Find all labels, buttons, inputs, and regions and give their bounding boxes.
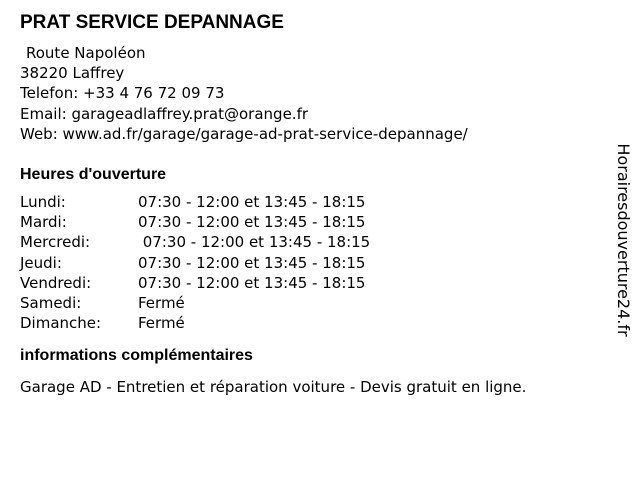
watermark-text: Horairesdouverture24.fr bbox=[614, 143, 633, 337]
day-label: Lundi: bbox=[20, 193, 66, 212]
hours-row-lundi bbox=[20, 192, 616, 212]
time-value: 07:30 - 12:00 et 13:45 - 18:15 bbox=[138, 273, 366, 292]
time-value: Fermé bbox=[138, 314, 185, 333]
hours-table bbox=[20, 192, 616, 333]
hours-row-jeudi bbox=[20, 253, 616, 273]
hours-row-mardi bbox=[20, 212, 616, 232]
phone-number: Telefon: +33 4 76 72 09 73 bbox=[20, 84, 225, 103]
business-name: PRAT SERVICE DEPANNAGE bbox=[20, 12, 284, 33]
hours-heading: Heures d'ouverture bbox=[20, 166, 167, 184]
time-value: 07:30 - 12:00 et 13:45 - 18:15 bbox=[138, 253, 366, 272]
hours-row-samedi bbox=[20, 293, 616, 313]
day-label: Vendredi: bbox=[20, 273, 92, 292]
hours-row-dimanche bbox=[20, 313, 616, 333]
time-value: 07:30 - 12:00 et 13:45 - 18:15 bbox=[138, 233, 371, 252]
time-value: 07:30 - 12:00 et 13:45 - 18:15 bbox=[138, 213, 366, 232]
email-address: Email: garageadlaffrey.prat@orange.fr bbox=[20, 104, 309, 123]
hours-row-mercredi bbox=[20, 232, 616, 252]
hours-row-vendredi bbox=[20, 273, 616, 293]
street-address: Route Napoléon bbox=[26, 44, 146, 62]
day-label: Mercredi: bbox=[20, 233, 91, 252]
info-heading: informations complémentaires bbox=[20, 347, 253, 365]
address-block bbox=[20, 43, 616, 144]
day-label: Mardi: bbox=[20, 213, 67, 232]
day-label: Samedi: bbox=[20, 294, 82, 313]
info-description: Garage AD - Entretien et réparation voiture - Devis gratuit en ligne. bbox=[20, 378, 527, 397]
website-address: Web: www.ad.fr/garage/garage-ad-prat-service-depannage/ bbox=[20, 124, 468, 143]
time-value: Fermé bbox=[138, 294, 185, 313]
day-label: Jeudi: bbox=[20, 253, 62, 272]
day-label: Dimanche: bbox=[20, 314, 102, 333]
time-value: 07:30 - 12:00 et 13:45 - 18:15 bbox=[138, 193, 366, 212]
city-address: 38220 Laffrey bbox=[20, 64, 125, 83]
business-card bbox=[20, 10, 616, 397]
